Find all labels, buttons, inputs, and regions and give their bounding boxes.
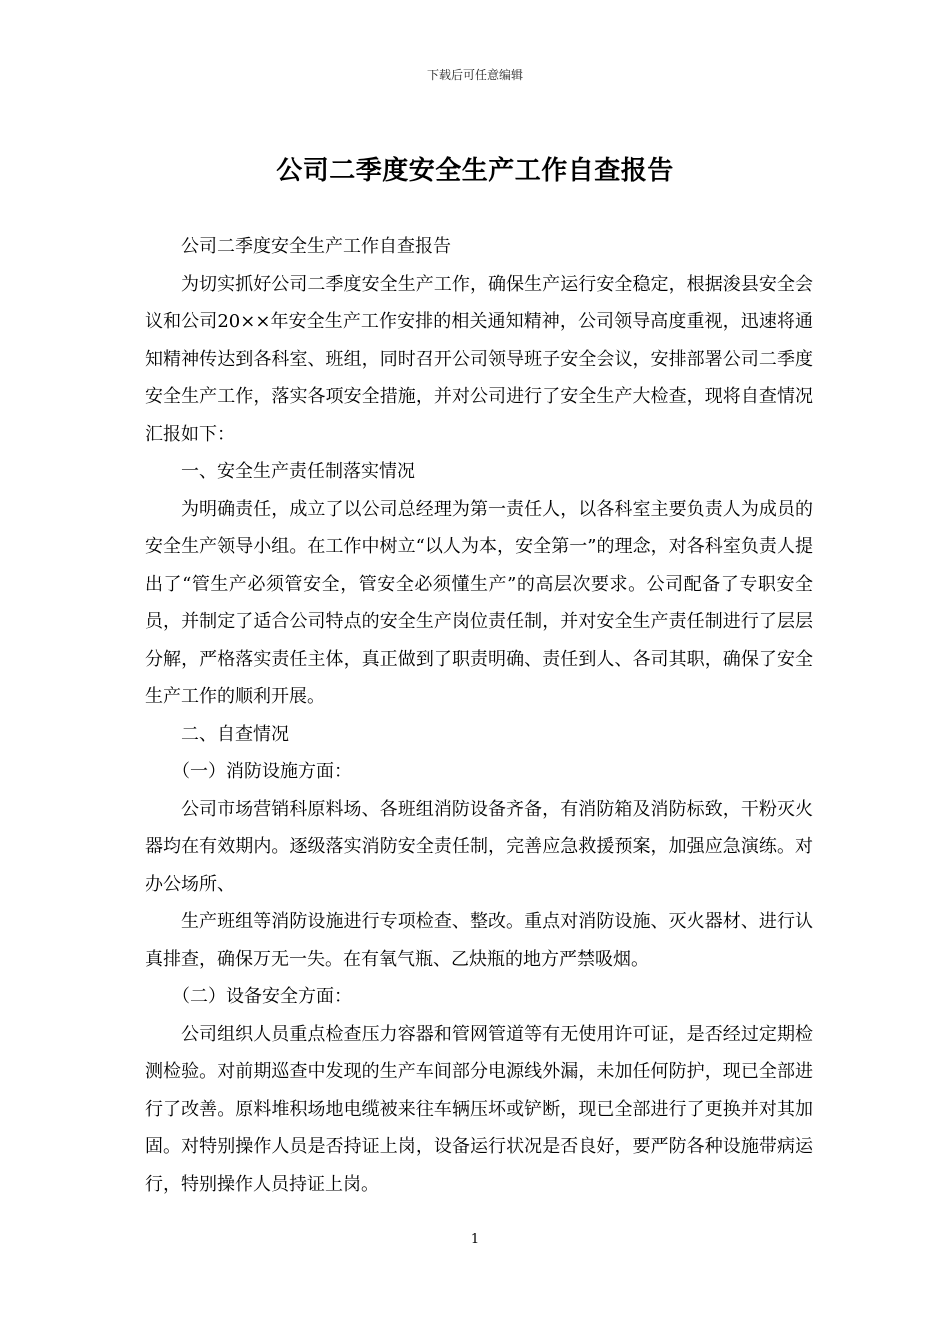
paragraph-fire-2: 生产班组等消防设施进行专项检查、整改。重点对消防设施、灭火器材、进行认真排查，确保万无一失。在有氧气瓶、乙炔瓶的地方严禁吸烟。 [145,911,813,970]
paragraph-subtitle: 公司二季度安全生产工作自查报告 [181,236,451,257]
document-title: 公司二季度安全生产工作自查报告 [276,156,674,186]
subsection-heading-fire: （一）消防设施方面： [172,761,352,782]
subsection-heading-equipment: （二）设备安全方面： [172,986,352,1007]
paragraph-equipment: 公司组织人员重点检查压力容器和管网管道等有无使用许可证，是否经过定期检测检验。对前期巡查中发现的生产车间部分电源线外漏，未加任何防护，现已全部进行了改善。原料堆积场地电缆被来往车辆压坏或铲断，现已全部进行了更换并对其加固。对特别操作人员是否持证上岗，设备运行状况是否良好，要严防各种设施带病运行，特别操作人员持证上岗。 [145,1023,813,1195]
section-heading-1: 一、安全生产责任制落实情况 [181,461,415,482]
section-heading-2: 二、自查情况 [181,723,289,745]
paragraph-fire-1: 公司市场营销科原料场、各班组消防设备齐备，有消防箱及消防标致，干粉灭火器均在有效期内。逐级落实消防安全责任制，完善应急救援预案，加强应急演练。对办公场所、 [145,798,813,895]
page-number: 1 [470,1232,480,1247]
header-note: 下载后可任意编辑 [426,68,523,82]
paragraph-responsibility: 为明确责任，成立了以公司总经理为第一责任人，以各科室主要负责人为成员的安全生产领导小组。在工作中树立“以人为本，安全第一”的理念，对各科室负责人提出了“管生产必须管安全，管安全必须懂生产”的高层次要求。公司配备了专职安全员，并制定了适合公司特点的安全生产岗位责任制，并对安全生产责任制进行了层层分解，严格落实责任主体，真正做到了职责明确、责任到人、各司其职，确保了安全生产工作的顺利开展。 [145,498,813,707]
document-body [145,228,813,1203]
paragraph-intro: 为切实抓好公司二季度安全生产工作，确保生产运行安全稳定，根据浚县安全会议和公司20××年安全生产工作安排的相关通知精神，公司领导高度重视，迅速将通知精神传达到各科室、班组，同时召开公司领导班子安全会议，安排部署公司二季度安全生产工作，落实各项安全措施，并对公司进行了安全生产大检查，现将自查情况汇报如下： [145,273,813,445]
